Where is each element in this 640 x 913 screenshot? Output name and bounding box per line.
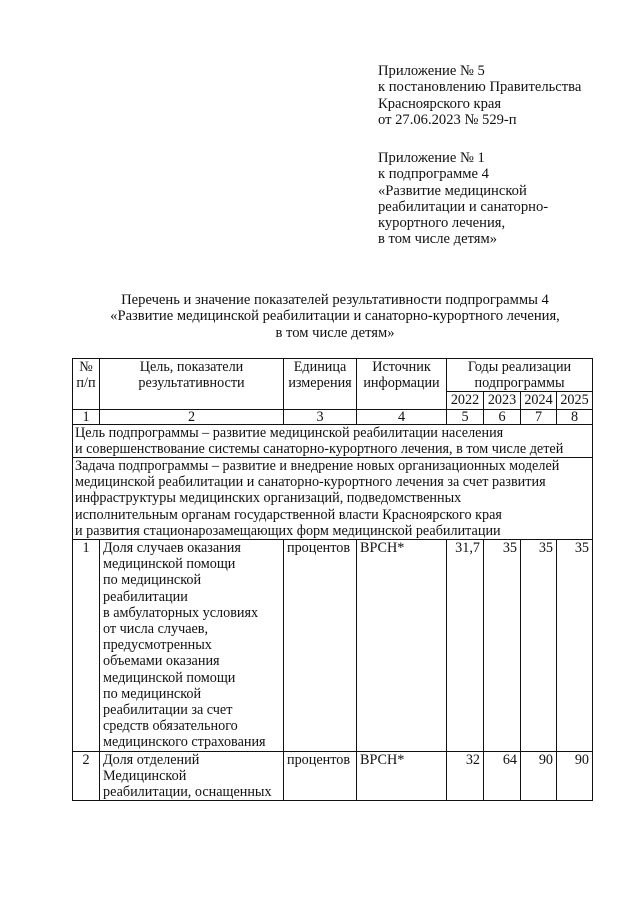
annex-5-line: от 27.06.2023 № 529-п <box>378 111 517 128</box>
row-indicator-name: Доля случаев оказания медицинской помощи по медицинской реабилитации в амбулаторных условиях от числа случаев, предусмотренных объемами оказания медицинской помощи по медицинской реабилитации за счет средств обязательного медицинского страхования <box>100 540 284 752</box>
row-value-2024: 35 <box>521 540 557 752</box>
header-unit: Единица измерения <box>284 359 357 410</box>
column-number: 5 <box>447 409 484 424</box>
title-line: «Развитие медицинской реабилитации и санаторно-курортного лечения, <box>110 308 560 325</box>
header-year: 2023 <box>484 392 521 409</box>
header-source: Источник информации <box>357 359 447 410</box>
goal-row <box>73 424 593 457</box>
header-num: № п/п <box>73 359 100 410</box>
table-row <box>73 540 593 752</box>
row-value-2022: 32 <box>447 751 484 801</box>
subprogram-task: Задача подпрограммы – развитие и внедрение новых организационных моделей медицинской реабилитации и санаторно-курортного лечения за счет развития инфраструктуры медицинских организаций, подведомственных исполнительным органам государственной власти Красноярского края и развития стационарозамещающих форм медицинской реабилитации <box>73 458 593 540</box>
column-number: 6 <box>484 409 521 424</box>
row-source: ВРСН* <box>357 540 447 752</box>
header-years-group: Годы реализации подпрограммы <box>447 359 593 392</box>
header-year: 2022 <box>447 392 484 409</box>
column-number: 2 <box>100 409 284 424</box>
annex-1-line: реабилитации и санаторно- <box>378 198 549 215</box>
subprogram-goal: Цель подпрограммы – развитие медицинской реабилитации населения и совершенствование системы санаторно-курортного лечения, в том числе детей <box>73 424 593 457</box>
header-goal: Цель, показатели результативности <box>100 359 284 410</box>
row-value-2024: 90 <box>521 751 557 801</box>
document-title <box>70 292 600 341</box>
row-num: 2 <box>73 751 100 801</box>
row-value-2023: 64 <box>484 751 521 801</box>
row-num: 1 <box>73 540 100 752</box>
annex-5-line: к постановлению Правительства <box>378 79 582 96</box>
annex-1-line: курортного лечения, <box>378 215 506 232</box>
title-line: Перечень и значение показателей результативности подпрограммы 4 <box>121 292 549 308</box>
annex-1-line: «Развитие медицинской <box>378 182 527 199</box>
row-unit: процентов <box>284 751 357 801</box>
row-value-2023: 35 <box>484 540 521 752</box>
row-unit: процентов <box>284 540 357 752</box>
row-value-2025: 35 <box>557 540 593 752</box>
column-number: 3 <box>284 409 357 424</box>
column-number: 4 <box>357 409 447 424</box>
annex-1-line: Приложение № 1 <box>378 150 485 166</box>
task-row <box>73 458 593 540</box>
indicators-table <box>72 358 593 801</box>
row-indicator-name: Доля отделений Медицинской реабилитации, оснащенных <box>100 751 284 801</box>
annex-1-line: в том числе детям» <box>378 231 497 248</box>
column-number: 7 <box>521 409 557 424</box>
column-number: 1 <box>73 409 100 424</box>
column-number: 8 <box>557 409 593 424</box>
annex-1-line: к подпрограмме 4 <box>378 166 489 183</box>
row-value-2025: 90 <box>557 751 593 801</box>
column-numbers-row <box>73 409 593 424</box>
annex-1-block <box>378 150 548 248</box>
table-header-row <box>73 359 593 392</box>
header-year: 2024 <box>521 392 557 409</box>
annex-5-block <box>378 63 581 128</box>
row-value-2022: 31,7 <box>447 540 484 752</box>
annex-5-line: Красноярского края <box>378 95 502 112</box>
header-year: 2025 <box>557 392 593 409</box>
row-source: ВРСН* <box>357 751 447 801</box>
table-row <box>73 751 593 801</box>
title-line: в том числе детям» <box>275 324 395 341</box>
annex-5-line: Приложение № 5 <box>378 63 485 79</box>
